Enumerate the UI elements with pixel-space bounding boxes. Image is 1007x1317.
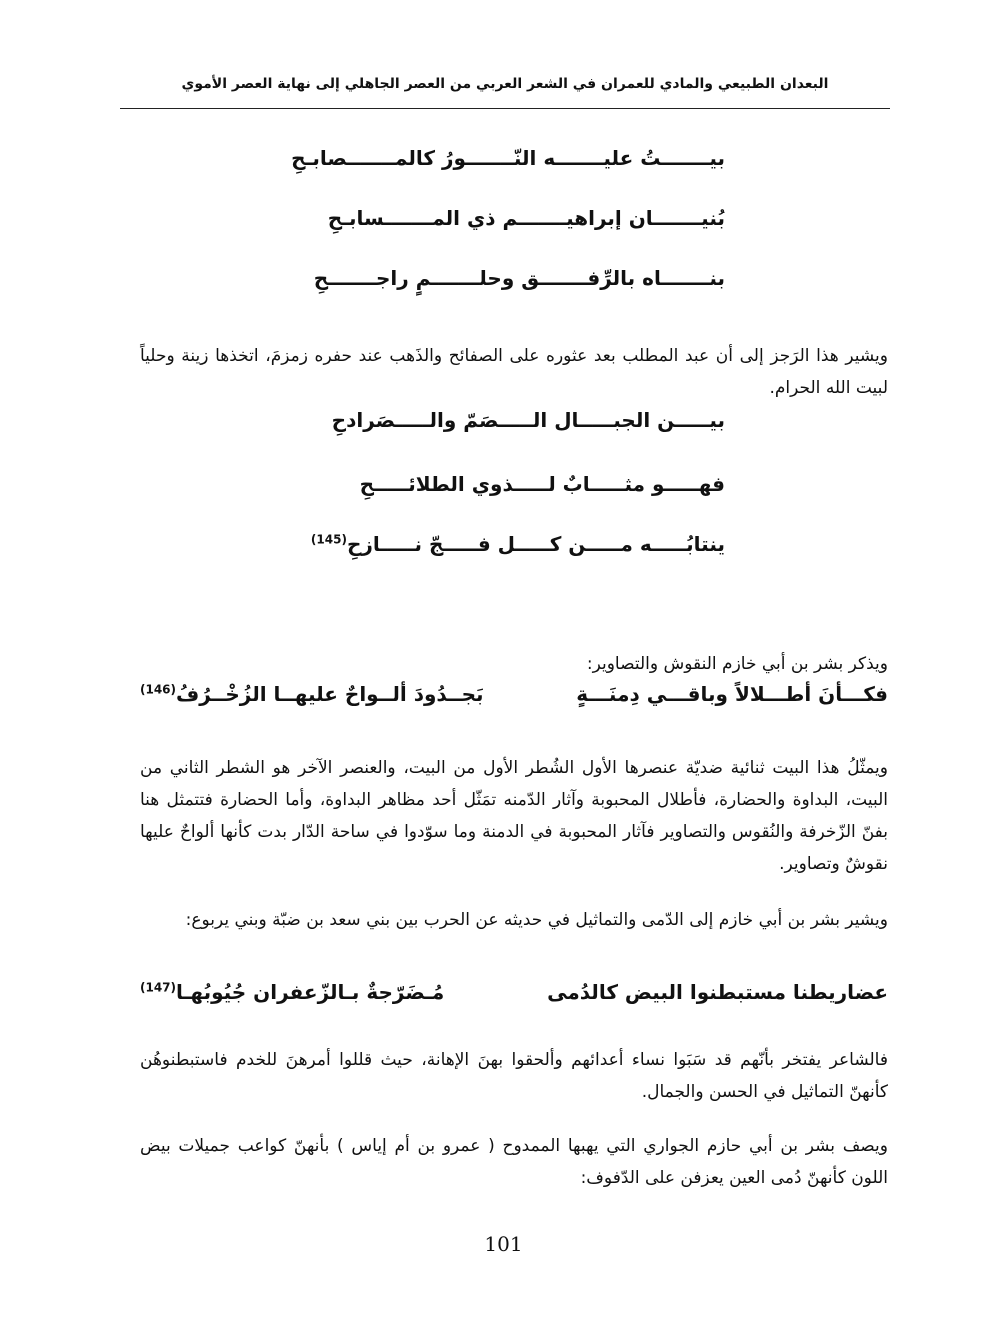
couplet-2-first-hemistich: عضاريطنا مستبطنوا البيض كالدُمى	[547, 980, 888, 1004]
paragraph-statues: ويشير بشر بن أبي خازم إلى الدّمى والتماثيل في حديثه عن الحرب بين بني سعد بن ضبّة وبني يربوع:	[185, 910, 888, 930]
footnote-ref-145: (145)	[310, 532, 347, 547]
verse-line-4: بيـــــن الجبـــــال الـــــصَمّ والـــــصَرادحِ	[331, 408, 725, 432]
paragraph-bishr-intro: ويذكر بشر بن أبي خازم النقوش والتصاوير:	[586, 654, 888, 674]
couplet-1-second-hemistich	[140, 682, 484, 706]
paragraph-poet-pride: فالشاعر يفتخر بأنّهم قد سَبَوا نساء أعدائهم وألحقوا بهنَ الإهانة، حيث قللوا أمرهنَ للخدم فاستبطنوهُن كأنهنّ التماثيل في الحسن والجمال.	[140, 1050, 888, 1102]
footnote-ref-146: (146)	[140, 682, 177, 697]
paragraph-duality-analysis: ويمثّلُ هذا البيت ثنائية ضديّة عنصرها الأول الشُطر الأول من البيت، والعنصر الآخر هو الشطر الثاني من البيت، البداوة والحضارة، فأطلال المحبوبة وآثار الدّمنه تمَثّل أحد مظاهر البداوة، وأما الحضارة فتتمثل هنا بفنّ الزّخرفة والنُقوس والتصاوير فآثار المحبوبة في الدمنة وما سوّدوا في ساحة الدّار بدت كأنها ألواحٌ عليها نقوشٌ وتصاوير.	[140, 758, 888, 874]
header-rule	[120, 108, 890, 109]
couplet-1	[140, 682, 888, 712]
couplet-2-second-text: مُـضَرّجةٌ بـالزّعفران جُيُوبُهـا	[176, 980, 445, 1004]
page-number: 101	[484, 1232, 523, 1256]
verse-line-6	[311, 532, 725, 556]
paragraph-rajaz-explanation: ويشير هذا الرَجز إلى أن عبد المطلب بعد عثوره على الصفائح والذَهب عند حفره زمزمَ، اتخذها زينة وحلياً لبيت الله الحرام.	[140, 346, 888, 398]
verse-line-1: بيـــــــتُ عليـــــــه النّـــــــورُ كالمـــــــصابـحِ	[291, 146, 725, 170]
footnote-ref-147: (147)	[140, 980, 177, 995]
verse-line-2: بُنيـــــــان إبراهيـــــــم ذي المـــــــسابـحِ	[327, 206, 725, 230]
couplet-1-first-hemistich: فكـــأنَ أطـــلالاً وباقـــي دِمنَـــةٍ	[576, 682, 888, 706]
couplet-2	[140, 980, 888, 1010]
paragraph-slave-girls: ويصف بشر بن أبي حازم الجواري التي يهبها الممدوح ( عمرو بن أم إياس ) بأنهنّ كواعب جميلات بيض اللون كأنهنّ دُمى العين يعزفن على الدّفوف:	[140, 1136, 888, 1188]
running-header: البعدان الطبيعي والمادي للعمران في الشعر العربي من العصر الجاهلي إلى نهاية العصر الأموي	[181, 76, 829, 92]
couplet-2-second-hemistich	[140, 980, 444, 1004]
verse-line-6-text: ينتابُـــــه مـــــن كـــــل فـــــجّ نـــــازحِ	[346, 532, 725, 556]
couplet-1-second-text: بَجــدُودَ ألــواحٌ عليهــا الزُخْــرُفُ	[176, 682, 484, 706]
verse-line-3: بنـــــــاه بالرِّفـــــــق وحلـــــــمٍ راجـــــــحِ	[313, 266, 725, 290]
verse-line-5: فهـــــو مثـــــابٌ لـــــذوي الطلائـــــحِ	[359, 472, 725, 496]
